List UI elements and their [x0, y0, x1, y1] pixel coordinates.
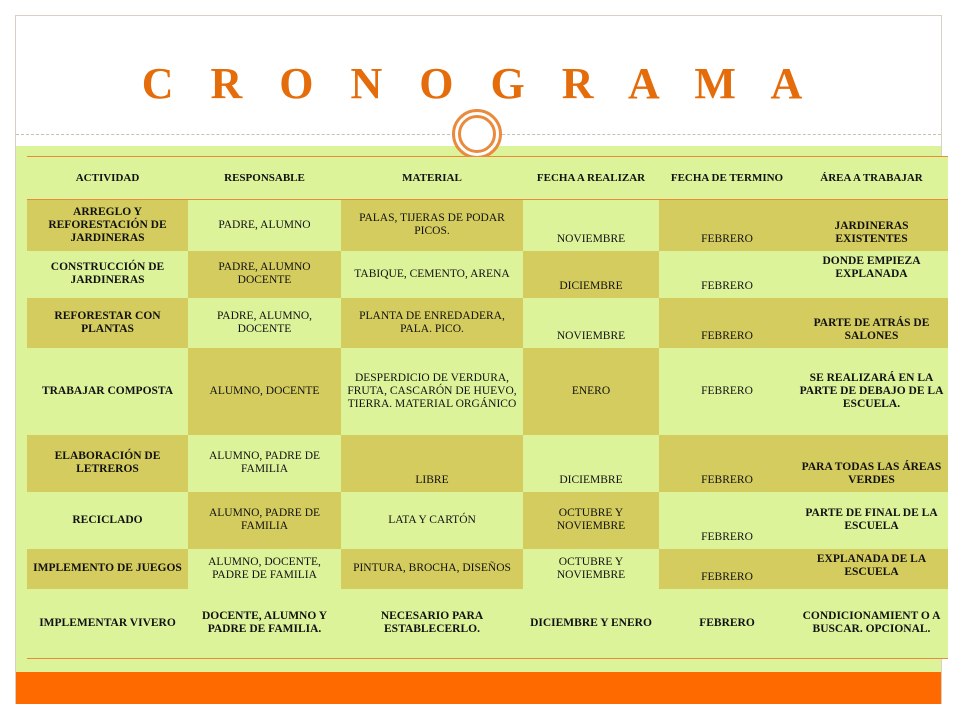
table-row [27, 348, 948, 435]
cell-actividad: IMPLEMENTO DE JUEGOS [27, 549, 188, 589]
header-material: MATERIAL [341, 157, 523, 200]
header-fecha-termino: FECHA DE TERMINO [659, 157, 795, 200]
cell-actividad: RECICLADO [27, 492, 188, 549]
cell-material: NECESARIO PARA ESTABLECERLO. [341, 589, 523, 659]
cell-area: PARTE DE ATRÁS DE SALONES [795, 298, 948, 348]
page-title: C R O N O G R A M A [141, 59, 816, 108]
circle-ornament-inner-icon [458, 115, 496, 153]
cell-material: LATA Y CARTÓN [341, 492, 523, 549]
cell-fecha-realizar: DICIEMBRE [523, 435, 659, 492]
footer-bar [16, 672, 941, 704]
cell-actividad: CONSTRUCCIÓN DE JARDINERAS [27, 251, 188, 298]
cell-responsable: ALUMNO, PADRE DE FAMILIA [188, 492, 341, 549]
cell-area: EXPLANADA DE LA ESCUELA [795, 549, 948, 589]
cell-fecha-realizar: OCTUBRE Y NOVIEMBRE [523, 492, 659, 549]
cell-actividad: ARREGLO Y REFORESTACIÓN DE JARDINERAS [27, 200, 188, 251]
cell-area: PARTE DE FINAL DE LA ESCUELA [795, 492, 948, 549]
header-fecha-realizar: FECHA A REALIZAR [523, 157, 659, 200]
cell-fecha-termino: FEBRERO [659, 298, 795, 348]
cell-fecha-termino: FEBRERO [659, 348, 795, 435]
header-responsable: RESPONSABLE [188, 157, 341, 200]
table-header-row [27, 157, 948, 200]
cell-actividad: IMPLEMENTAR VIVERO [27, 589, 188, 659]
cell-fecha-realizar: NOVIEMBRE [523, 200, 659, 251]
cell-fecha-realizar: DICIEMBRE Y ENERO [523, 589, 659, 659]
cell-fecha-termino: FEBRERO [659, 200, 795, 251]
cell-material: DESPERDICIO DE VERDURA, FRUTA, CASCARÓN DE HUEVO, TIERRA. MATERIAL ORGÁNICO [341, 348, 523, 435]
cell-actividad: REFORESTAR CON PLANTAS [27, 298, 188, 348]
cell-area: JARDINERAS EXISTENTES [795, 200, 948, 251]
cell-area: SE REALIZARÁ EN LA PARTE DE DEBAJO DE LA ESCUELA. [795, 348, 948, 435]
cell-fecha-realizar: ENERO [523, 348, 659, 435]
cell-responsable: ALUMNO, PADRE DE FAMILIA [188, 435, 341, 492]
cell-material: PALAS, TIJERAS DE PODAR PICOS. [341, 200, 523, 251]
cell-fecha-termino: FEBRERO [659, 589, 795, 659]
cell-area: DONDE EMPIEZA EXPLANADA [795, 251, 948, 298]
table-row [27, 589, 948, 659]
cell-fecha-realizar: OCTUBRE Y NOVIEMBRE [523, 549, 659, 589]
cell-material: PLANTA DE ENREDADERA, PALA. PICO. [341, 298, 523, 348]
cell-responsable: DOCENTE, ALUMNO Y PADRE DE FAMILIA. [188, 589, 341, 659]
cell-fecha-realizar: NOVIEMBRE [523, 298, 659, 348]
cell-fecha-termino: FEBRERO [659, 435, 795, 492]
cell-area: CONDICIONAMIENT O A BUSCAR. OPCIONAL. [795, 589, 948, 659]
cell-area: PARA TODAS LAS ÁREAS VERDES [795, 435, 948, 492]
cell-responsable: ALUMNO, DOCENTE [188, 348, 341, 435]
cell-material: LIBRE [341, 435, 523, 492]
header-area: ÁREA A TRABAJAR [795, 157, 948, 200]
cell-fecha-termino: FEBRERO [659, 549, 795, 589]
cell-actividad: TRABAJAR COMPOSTA [27, 348, 188, 435]
table-row [27, 435, 948, 492]
cell-responsable: ALUMNO, DOCENTE, PADRE DE FAMILIA [188, 549, 341, 589]
schedule-table [27, 156, 948, 659]
table-row [27, 251, 948, 298]
table-row [27, 200, 948, 251]
table-row [27, 492, 948, 549]
cell-fecha-realizar: DICIEMBRE [523, 251, 659, 298]
cell-responsable: PADRE, ALUMNO, DOCENTE [188, 298, 341, 348]
cell-fecha-termino: FEBRERO [659, 251, 795, 298]
header-actividad: ACTIVIDAD [27, 157, 188, 200]
table-row [27, 549, 948, 589]
cell-responsable: PADRE, ALUMNO [188, 200, 341, 251]
cell-actividad: ELABORACIÓN DE LETREROS [27, 435, 188, 492]
cell-material: TABIQUE, CEMENTO, ARENA [341, 251, 523, 298]
table-row [27, 298, 948, 348]
cell-material: PINTURA, BROCHA, DISEÑOS [341, 549, 523, 589]
cell-fecha-termino: FEBRERO [659, 492, 795, 549]
cell-responsable: PADRE, ALUMNO DOCENTE [188, 251, 341, 298]
